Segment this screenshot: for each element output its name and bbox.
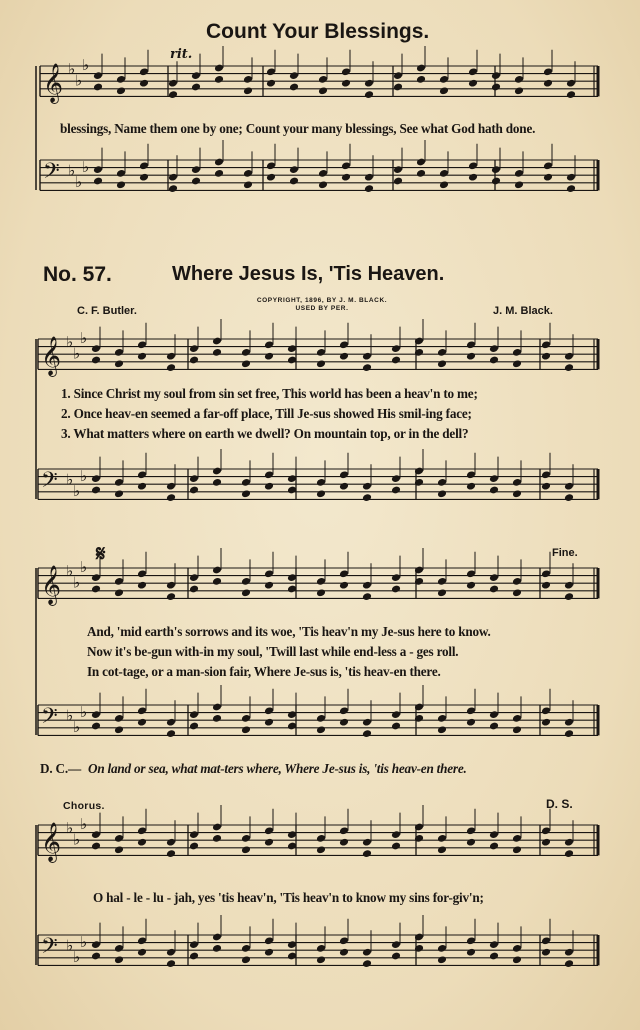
flat-sign: ♭: [80, 932, 88, 951]
note-head: [241, 359, 251, 368]
note-head: [364, 90, 374, 99]
flat-sign: ♭: [80, 466, 88, 485]
note-head: [116, 86, 126, 95]
note-head: [564, 493, 574, 502]
note-head: [264, 948, 274, 957]
note-head: [189, 585, 199, 594]
flat-sign: ♭: [66, 333, 74, 351]
bass-clef: 𝄢: [41, 468, 58, 498]
note-head: [264, 352, 274, 361]
note-head: [241, 489, 251, 498]
note-head: [564, 363, 574, 372]
note-head: [168, 90, 178, 99]
note-head: [189, 952, 199, 961]
note-head: [241, 955, 251, 964]
note-head: [514, 86, 524, 95]
copyright-line-1: COPYRIGHT, 1896, BY J. M. BLACK.: [256, 297, 388, 304]
note-head: [439, 180, 449, 189]
note-head: [364, 184, 374, 193]
note-head: [93, 83, 103, 92]
flat-sign: ♭: [73, 948, 81, 966]
note-head: [489, 722, 499, 731]
note-head: [416, 75, 426, 84]
note-head: [491, 83, 501, 92]
author-credit: C. F. Butler.: [77, 305, 137, 317]
bass-clef: 𝄢: [41, 934, 58, 964]
note-head: [541, 352, 551, 361]
note-head: [316, 359, 326, 368]
note-head: [543, 173, 553, 182]
flat-sign: ♭: [80, 329, 88, 348]
flat-sign: ♭: [75, 71, 83, 90]
bass-clef: 𝄢: [41, 704, 58, 734]
note-head: [316, 725, 326, 734]
note-head: [114, 955, 124, 964]
note-head: [437, 489, 447, 498]
note-head: [316, 489, 326, 498]
note-head: [541, 948, 551, 957]
note-head: [91, 486, 101, 495]
note-head: [166, 959, 176, 968]
note-head: [391, 585, 401, 594]
note-head: [362, 959, 372, 968]
note-head: [91, 842, 101, 851]
note-head: [489, 952, 499, 961]
note-head: [439, 86, 449, 95]
note-head: [437, 588, 447, 597]
note-head: [114, 489, 124, 498]
dc-label: D. C.—: [40, 761, 81, 776]
verse-3-line-b: In cot-tage, or a man-sion fair, Where Je-sus is, 'tis heav-en there.: [87, 664, 441, 679]
note-head: [512, 725, 522, 734]
chorus-lyric: O hal - le - lu - jah, yes 'tis heav'n, 'Tis heav'n to know my sins for-giv'n;: [93, 890, 484, 905]
note-head: [214, 169, 224, 178]
note-head: [489, 842, 499, 851]
treble-clef: 𝄞: [41, 336, 62, 376]
flat-sign: ♭: [73, 718, 81, 736]
note-head: [91, 356, 101, 365]
note-head: [212, 714, 222, 723]
note-head: [437, 845, 447, 854]
note-head: [512, 359, 522, 368]
note-head: [266, 79, 276, 88]
note-head: [512, 489, 522, 498]
note-head: [541, 718, 551, 727]
note-head: [264, 482, 274, 491]
flat-sign: ♭: [66, 936, 74, 955]
note-head: [264, 581, 274, 590]
treble-clef: 𝄞: [41, 822, 62, 862]
note-head: [466, 581, 476, 590]
note-head: [541, 581, 551, 590]
note-head: [339, 948, 349, 957]
note-head: [362, 493, 372, 502]
note-head: [316, 588, 326, 597]
note-head: [212, 944, 222, 953]
note-head: [137, 948, 147, 957]
note-head: [341, 79, 351, 88]
note-head: [189, 842, 199, 851]
rit-marking: rit.: [170, 47, 193, 62]
flat-sign: ♭: [80, 702, 88, 721]
note-head: [391, 952, 401, 961]
note-head: [168, 184, 178, 193]
verse-1-line-b: And, 'mid earth's sorrows and its woe, 'Tis heav'n my Je-sus here to know.: [87, 624, 491, 639]
top-hymn-lyric: blessings, Name them one by one; Count your many blessings, See what God hath done.: [60, 121, 536, 136]
note-head: [114, 359, 124, 368]
note-head: [543, 79, 553, 88]
note-head: [491, 177, 501, 186]
flat-sign: ♭: [66, 562, 74, 580]
ds-label: D. S.: [546, 797, 573, 811]
note-head: [266, 173, 276, 182]
note-head: [564, 729, 574, 738]
treble-clef: 𝄞: [43, 63, 64, 103]
note-head: [137, 581, 147, 590]
note-head: [512, 588, 522, 597]
note-head: [566, 90, 576, 99]
note-head: [191, 83, 201, 92]
note-head: [166, 729, 176, 738]
dc-text: On land or sea, what mat-ters where, Where Je-sus is, 'tis heav-en there.: [88, 761, 467, 776]
note-head: [564, 959, 574, 968]
note-head: [264, 838, 274, 847]
note-head: [339, 718, 349, 727]
flat-sign: ♭: [66, 706, 74, 725]
flat-sign: ♭: [82, 56, 90, 75]
note-head: [137, 482, 147, 491]
note-head: [512, 955, 522, 964]
note-head: [362, 849, 372, 858]
note-head: [114, 725, 124, 734]
note-head: [564, 849, 574, 858]
note-head: [264, 718, 274, 727]
copyright-line-2: USED BY PER.: [295, 305, 349, 312]
flat-sign: ♭: [66, 470, 74, 489]
note-head: [339, 581, 349, 590]
note-head: [541, 838, 551, 847]
flat-sign: ♭: [73, 830, 81, 849]
note-head: [116, 180, 126, 189]
note-head: [391, 356, 401, 365]
note-head: [393, 177, 403, 186]
note-head: [466, 718, 476, 727]
flat-sign: ♭: [80, 558, 88, 577]
note-head: [514, 180, 524, 189]
note-head: [466, 838, 476, 847]
flat-sign: ♭: [82, 157, 90, 176]
bass-clef: 𝄢: [43, 159, 60, 189]
note-head: [393, 83, 403, 92]
note-head: [243, 86, 253, 95]
note-head: [468, 173, 478, 182]
note-head: [166, 849, 176, 858]
note-head: [114, 588, 124, 597]
chorus-label: Chorus.: [63, 800, 105, 812]
note-head: [362, 592, 372, 601]
note-head: [91, 722, 101, 731]
note-head: [391, 722, 401, 731]
note-head: [362, 729, 372, 738]
note-head: [243, 180, 253, 189]
note-head: [241, 845, 251, 854]
flat-sign: ♭: [66, 819, 74, 837]
note-head: [166, 363, 176, 372]
note-head: [166, 493, 176, 502]
note-head: [241, 588, 251, 597]
note-head: [289, 177, 299, 186]
note-head: [189, 722, 199, 731]
note-head: [137, 718, 147, 727]
note-head: [139, 79, 149, 88]
note-head: [189, 486, 199, 495]
fine-marking: Fine.: [552, 547, 578, 559]
note-head: [139, 173, 149, 182]
treble-clef: 𝄞: [41, 565, 62, 605]
verse-1-line-a: 1. Since Christ my soul from sin set free, This world has been a heav'n to me;: [61, 386, 478, 401]
note-head: [437, 359, 447, 368]
note-head: [114, 845, 124, 854]
note-head: [318, 86, 328, 95]
note-head: [91, 585, 101, 594]
flat-sign: ♭: [80, 815, 88, 834]
note-head: [189, 356, 199, 365]
note-head: [466, 482, 476, 491]
note-head: [362, 363, 372, 372]
note-head: [241, 725, 251, 734]
note-head: [316, 955, 326, 964]
note-head: [212, 478, 222, 487]
composer-credit: J. M. Black.: [493, 305, 553, 317]
hymn-title: Where Jesus Is, 'Tis Heaven.: [172, 263, 445, 285]
note-head: [212, 577, 222, 586]
hymn-number: No. 57.: [43, 263, 112, 286]
note-head: [391, 486, 401, 495]
note-head: [212, 834, 222, 843]
note-head: [391, 842, 401, 851]
note-head: [339, 482, 349, 491]
note-head: [166, 592, 176, 601]
note-head: [316, 845, 326, 854]
flat-sign: ♭: [68, 60, 76, 78]
note-head: [468, 79, 478, 88]
note-head: [466, 948, 476, 957]
note-head: [437, 955, 447, 964]
flat-sign: ♭: [73, 344, 81, 363]
note-head: [341, 173, 351, 182]
flat-sign: ♭: [68, 161, 76, 180]
note-head: [339, 838, 349, 847]
note-head: [191, 177, 201, 186]
note-head: [512, 845, 522, 854]
note-head: [137, 838, 147, 847]
flat-sign: ♭: [73, 482, 81, 500]
note-head: [489, 356, 499, 365]
note-head: [91, 952, 101, 961]
note-head: [416, 169, 426, 178]
note-head: [489, 585, 499, 594]
note-head: [339, 352, 349, 361]
note-head: [564, 592, 574, 601]
verse-2-line-b: Now it's be-gun with-in my soul, 'Twill last while end-less a - ges roll.: [87, 644, 459, 659]
verse-3-line-a: 3. What matters where on earth we dwell? On mountain top, or in the dell?: [61, 426, 469, 441]
note-head: [489, 486, 499, 495]
verse-2-line-a: 2. Once heav-en seemed a far-off place, Till Je-sus showed His smil-ing face;: [61, 406, 472, 421]
note-head: [137, 352, 147, 361]
flat-sign: ♭: [75, 173, 83, 191]
top-hymn-title: Count Your Blessings.: [206, 20, 430, 43]
note-head: [214, 75, 224, 84]
note-head: [437, 725, 447, 734]
note-head: [541, 482, 551, 491]
flat-sign: ♭: [73, 573, 81, 592]
note-head: [466, 352, 476, 361]
note-head: [289, 83, 299, 92]
note-head: [212, 348, 222, 357]
note-head: [93, 177, 103, 186]
segno-sign: 𝄋: [96, 541, 106, 567]
note-head: [566, 184, 576, 193]
note-head: [318, 180, 328, 189]
